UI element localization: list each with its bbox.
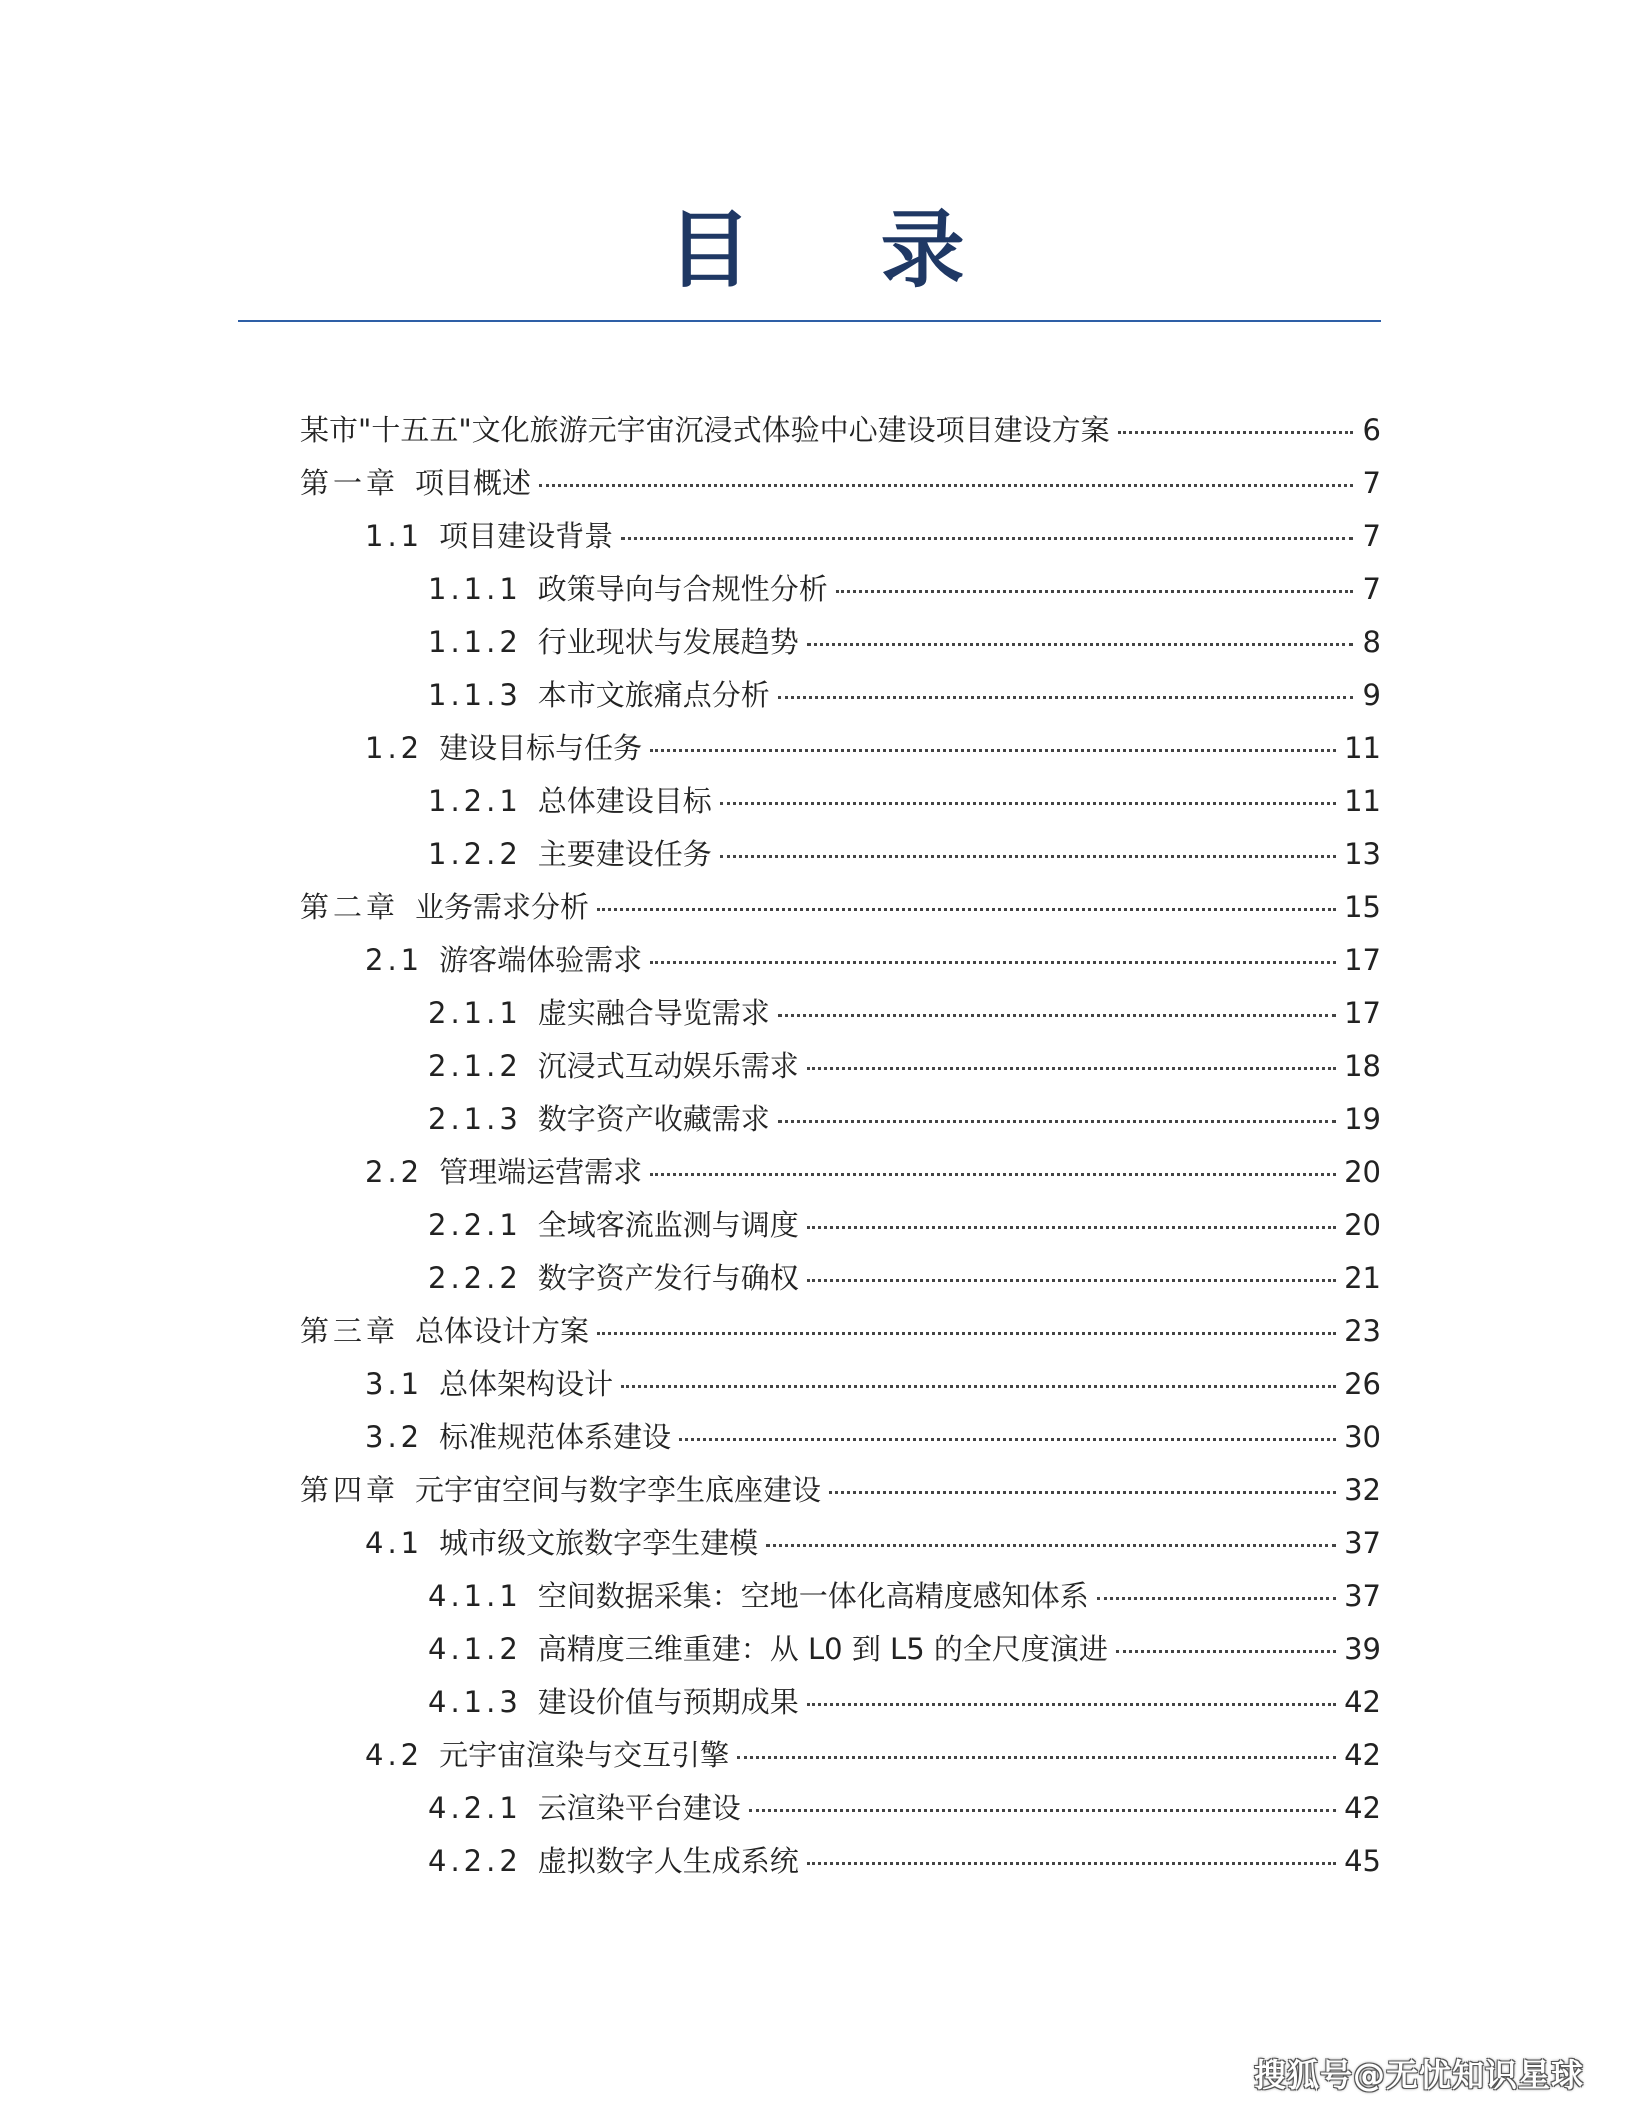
toc-entry-number: 第二章 [300, 890, 400, 924]
toc-entry-page-number: 42 [1344, 1738, 1381, 1772]
toc-entry[interactable] [300, 1729, 1381, 1782]
toc-entry[interactable] [300, 1835, 1381, 1888]
toc-entry-page-number: 18 [1344, 1049, 1381, 1083]
toc-entry-text [365, 1517, 758, 1570]
toc-entry-page-number: 7 [1362, 466, 1381, 500]
toc-entry-number: 第一章 [300, 466, 400, 500]
dot-leader [650, 749, 1336, 752]
toc-entry-page-number: 21 [1344, 1261, 1381, 1295]
toc-entry-page-number: 30 [1344, 1420, 1381, 1454]
dot-leader [621, 1385, 1336, 1388]
toc-entry[interactable] [300, 1676, 1381, 1729]
toc-entry-page-number: 11 [1344, 784, 1381, 818]
toc-entry-page-number: 15 [1344, 890, 1381, 924]
toc-entry-title: 城市级文旅数字孪生建模 [439, 1526, 759, 1560]
toc-entry-text [365, 1146, 642, 1199]
toc-entry-text [365, 1411, 671, 1464]
toc-entry-title: 某市"十五五"文化旅游元宇宙沉浸式体验中心建设项目建设方案 [300, 413, 1110, 447]
toc-entry[interactable] [300, 775, 1381, 828]
dot-leader [807, 1703, 1336, 1706]
toc-entry-number: 4.1.3 [428, 1685, 522, 1719]
toc-entry-text [428, 669, 770, 722]
toc-entry-number: 2.1 [365, 943, 424, 977]
toc-entry-page-number: 39 [1344, 1632, 1381, 1666]
toc-entry-title: 数字资产发行与确权 [537, 1261, 799, 1295]
toc-entry-text [365, 510, 613, 563]
toc-entry[interactable] [300, 1782, 1381, 1835]
toc-entry-number: 1.1.2 [428, 625, 522, 659]
toc-entry-text [428, 987, 770, 1040]
toc-entry-title: 管理端运营需求 [439, 1155, 643, 1189]
dot-leader [679, 1438, 1336, 1441]
toc-entry-number: 1.2.2 [428, 837, 522, 871]
dot-leader [597, 1332, 1336, 1335]
toc-entry-page-number: 42 [1344, 1791, 1381, 1825]
dot-leader [720, 802, 1336, 805]
toc-entry-page-number: 20 [1344, 1208, 1381, 1242]
toc-entry-number: 1.2.1 [428, 784, 522, 818]
toc-entry[interactable] [300, 1358, 1381, 1411]
toc-entry-title: 全域客流监测与调度 [537, 1208, 799, 1242]
toc-entry-text [428, 1199, 799, 1252]
toc-entry-number: 2.1.3 [428, 1102, 522, 1136]
toc-entry-title: 空间数据采集：空地一体化高精度感知体系 [537, 1579, 1089, 1613]
toc-entry[interactable] [300, 1517, 1381, 1570]
toc-entry-title: 总体架构设计 [439, 1367, 614, 1401]
toc-entry-title: 建设目标与任务 [439, 731, 643, 765]
toc-entry[interactable] [300, 987, 1381, 1040]
toc-entry-title: 游客端体验需求 [439, 943, 643, 977]
toc-entry-page-number: 9 [1362, 678, 1381, 712]
toc-entry-page-number: 42 [1344, 1685, 1381, 1719]
toc-entry-text [428, 1040, 799, 1093]
toc-entry-title: 建设价值与预期成果 [537, 1685, 799, 1719]
dot-leader [829, 1491, 1336, 1494]
toc-entry-number: 1.2 [365, 731, 424, 765]
toc-entry-number: 4.1.2 [428, 1632, 522, 1666]
toc-entry-page-number: 45 [1344, 1844, 1381, 1878]
toc-entry-number: 2.1.2 [428, 1049, 522, 1083]
toc-entry-text [365, 722, 642, 775]
toc-entry-page-number: 8 [1362, 625, 1381, 659]
toc-entry-number: 4.2.1 [428, 1791, 522, 1825]
watermark: 搜狐号@无忧知识星球 [1253, 2056, 1584, 2094]
dot-leader [807, 1862, 1336, 1865]
toc-entry[interactable] [300, 563, 1381, 616]
toc-entry-text [300, 881, 589, 934]
toc-entry-text [428, 1252, 799, 1305]
dot-leader [621, 537, 1353, 540]
toc-entry-number: 第三章 [300, 1314, 400, 1348]
dot-leader [807, 1279, 1336, 1282]
dot-leader [807, 1226, 1336, 1229]
toc-entry-page-number: 17 [1344, 943, 1381, 977]
toc-entry[interactable] [300, 669, 1381, 722]
toc-entry-title: 总体建设目标 [537, 784, 712, 818]
toc-entry-page-number: 13 [1344, 837, 1381, 871]
dot-leader [1097, 1597, 1336, 1600]
title-divider [238, 320, 1381, 322]
dot-leader [650, 961, 1336, 964]
toc-entry[interactable] [300, 1464, 1381, 1517]
toc-entry[interactable] [300, 828, 1381, 881]
toc-entry-page-number: 19 [1344, 1102, 1381, 1136]
toc-entry-text [428, 1093, 770, 1146]
toc-entry-number: 3.1 [365, 1367, 424, 1401]
toc-entry-text [365, 1358, 613, 1411]
toc-entry-number: 4.2.2 [428, 1844, 522, 1878]
dot-leader [1118, 431, 1353, 434]
toc-entry-title: 项目概述 [415, 466, 532, 500]
toc-entry[interactable] [300, 510, 1381, 563]
toc-entry-title: 业务需求分析 [415, 890, 590, 924]
toc-entry-number: 2.1.1 [428, 996, 522, 1030]
toc-entry[interactable] [300, 881, 1381, 934]
toc-entry-page-number: 7 [1362, 572, 1381, 606]
dot-leader [597, 908, 1336, 911]
toc-entry-page-number: 6 [1362, 413, 1381, 447]
dot-leader [778, 1120, 1336, 1123]
toc-entry-text [428, 1623, 1108, 1676]
toc-entry-page-number: 23 [1344, 1314, 1381, 1348]
dot-leader [766, 1544, 1336, 1547]
toc-entry-title: 高精度三维重建：从 L0 到 L5 的全尺度演进 [537, 1632, 1108, 1666]
toc-entry-title: 项目建设背景 [439, 519, 614, 553]
toc-entry-title: 行业现状与发展趋势 [537, 625, 799, 659]
toc-entry[interactable] [300, 1570, 1381, 1623]
toc-entry-text [428, 563, 828, 616]
toc-entry-number: 4.1.1 [428, 1579, 522, 1613]
toc-entry-title: 虚拟数字人生成系统 [537, 1844, 799, 1878]
toc-entry[interactable] [300, 457, 1381, 510]
toc-entry-text [300, 1464, 821, 1517]
toc-entry[interactable] [300, 616, 1381, 669]
toc-entry-text [365, 934, 642, 987]
toc-entry[interactable] [300, 1623, 1381, 1676]
page-title: 目 录 [667, 201, 1015, 299]
toc-entry-number: 1.1.3 [428, 678, 522, 712]
toc-entry-number: 2.2 [365, 1155, 424, 1189]
toc-entry-title: 数字资产收藏需求 [537, 1102, 770, 1136]
toc-entry[interactable] [300, 1146, 1381, 1199]
dot-leader [836, 590, 1353, 593]
dot-leader [807, 643, 1353, 646]
toc-entry-title: 总体设计方案 [415, 1314, 590, 1348]
toc-entry-title: 虚实融合导览需求 [537, 996, 770, 1030]
toc-entry-title: 云渲染平台建设 [537, 1791, 741, 1825]
toc-entry-title: 沉浸式互动娱乐需求 [537, 1049, 799, 1083]
toc-entry-text [300, 457, 531, 510]
toc-entry-text [428, 1782, 741, 1835]
toc-entry-page-number: 7 [1362, 519, 1381, 553]
toc-entry[interactable] [300, 934, 1381, 987]
toc-entry-text [428, 616, 799, 669]
toc-entry-text [300, 404, 1110, 457]
toc-entry-title: 政策导向与合规性分析 [537, 572, 828, 606]
toc-entry-text [365, 1729, 729, 1782]
toc-entry-text [428, 1676, 799, 1729]
toc-entry-text [428, 1835, 799, 1888]
toc-entry-title: 元宇宙渲染与交互引擎 [439, 1738, 730, 1772]
toc-entry-number: 4.2 [365, 1738, 424, 1772]
dot-leader [807, 1067, 1336, 1070]
toc-entry[interactable] [300, 1093, 1381, 1146]
toc-entry[interactable] [300, 1305, 1381, 1358]
toc-entry[interactable] [300, 1199, 1381, 1252]
toc-entry[interactable] [300, 404, 1381, 457]
toc-entry-page-number: 11 [1344, 731, 1381, 765]
toc-entry-number: 1.1.1 [428, 572, 522, 606]
toc-entry[interactable] [300, 1411, 1381, 1464]
toc-entry-page-number: 17 [1344, 996, 1381, 1030]
toc-entry-text [428, 828, 712, 881]
dot-leader [778, 1014, 1336, 1017]
toc-entry-text [428, 775, 712, 828]
toc-entry-page-number: 37 [1344, 1526, 1381, 1560]
toc-entry-title: 主要建设任务 [537, 837, 712, 871]
toc-entry-number: 2.2.1 [428, 1208, 522, 1242]
toc-entry-title: 标准规范体系建设 [439, 1420, 672, 1454]
toc-entry-number: 1.1 [365, 519, 424, 553]
dot-leader [539, 484, 1353, 487]
toc-entry-title: 元宇宙空间与数字孪生底座建设 [415, 1473, 822, 1507]
dot-leader [778, 696, 1353, 699]
toc-entry-page-number: 37 [1344, 1579, 1381, 1613]
toc-entry-text [428, 1570, 1089, 1623]
toc-entry-page-number: 20 [1344, 1155, 1381, 1189]
toc-entry-number: 第四章 [300, 1473, 400, 1507]
dot-leader [1116, 1650, 1336, 1653]
toc-entry-page-number: 26 [1344, 1367, 1381, 1401]
dot-leader [749, 1809, 1336, 1812]
dot-leader [720, 855, 1336, 858]
toc-entry-number: 2.2.2 [428, 1261, 522, 1295]
table-of-contents [300, 404, 1381, 1888]
dot-leader [737, 1756, 1336, 1759]
toc-entry-number: 4.1 [365, 1526, 424, 1560]
toc-entry[interactable] [300, 1040, 1381, 1093]
toc-entry-number: 3.2 [365, 1420, 424, 1454]
toc-entry[interactable] [300, 1252, 1381, 1305]
toc-entry-title: 本市文旅痛点分析 [537, 678, 770, 712]
toc-entry-text [300, 1305, 589, 1358]
toc-entry-page-number: 32 [1344, 1473, 1381, 1507]
toc-entry[interactable] [300, 722, 1381, 775]
dot-leader [650, 1173, 1336, 1176]
